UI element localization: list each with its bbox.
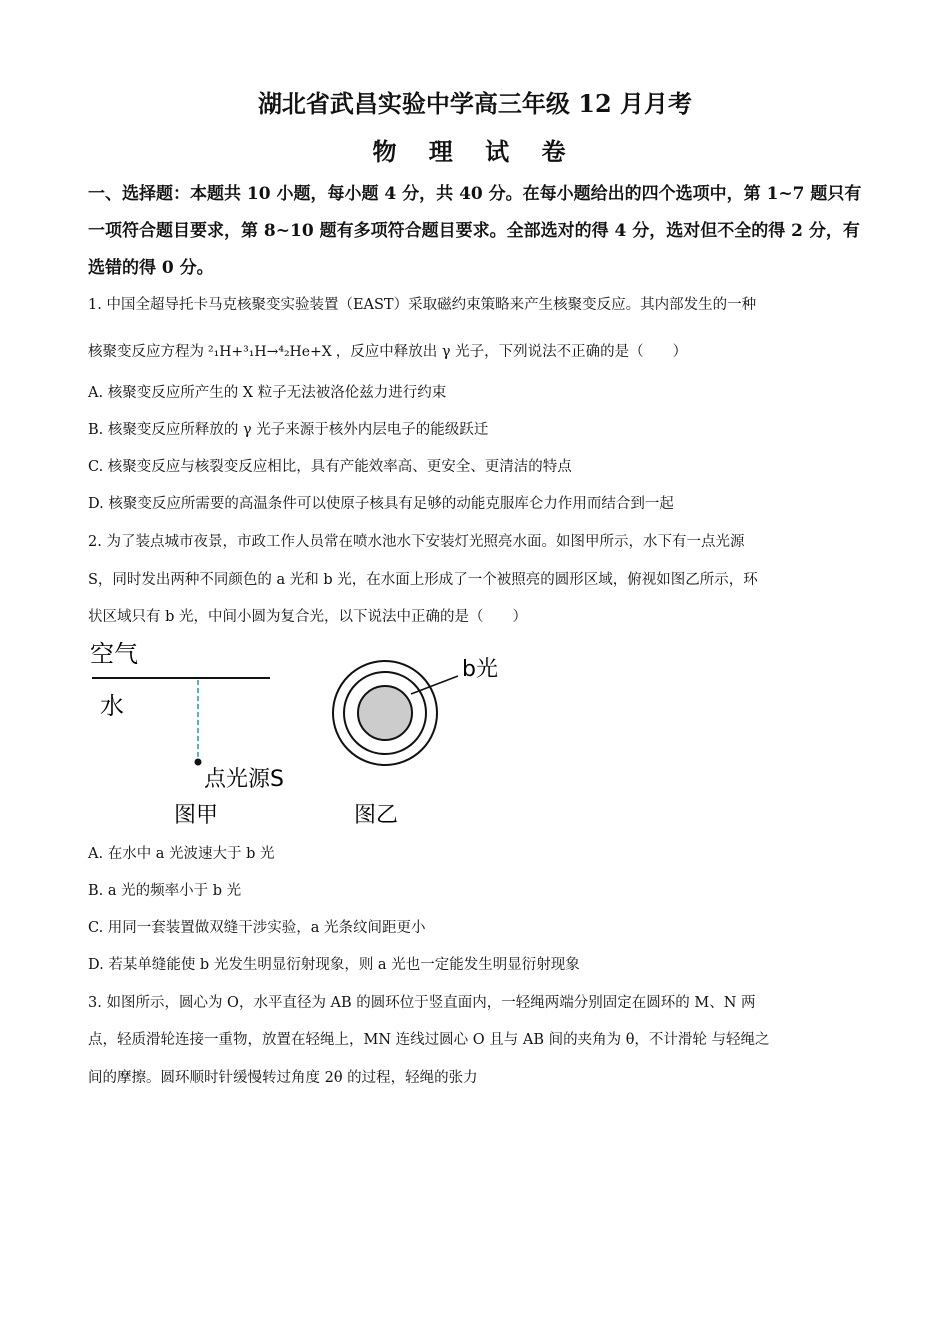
q2-option-a: A. 在水中 a 光波速大于 b 光 [88,846,275,862]
exam-subtitle: 物 理 试 卷 [372,137,578,166]
air-label: 空气 [90,640,138,668]
q2-line-3: 状区域只有 b 光，中间小圆为复合光，以下说法中正确的是（ ） [88,609,527,625]
inner-composite-circle [358,686,412,740]
q2-option-d: D. 若某单缝能使 b 光发生明显衍射现象，则 a 光也一定能发生明显衍射现象 [88,957,580,973]
q2-figure [88,636,528,836]
q2-line-2: S，同时发出两种不同颜色的 a 光和 b 光，在水面上形成了一个被照亮的圆形区域，俯视如图乙所示，环 [88,572,758,588]
q3-line-3: 间的摩擦。圆环顺时针缓慢转过角度 2θ 的过程，轻绳的张力 [88,1070,478,1086]
q1-option-a: A. 核聚变反应所产生的 X 粒子无法被洛伦兹力进行约束 [88,385,447,401]
q3-line-1: 3. 如图所示，圆心为 O，水平直径为 AB 的圆环位于竖直面内，一轻绳两端分别固定在圆环的 M、N 两 [88,995,756,1011]
q1-line-2-post: ，反应中释放出 γ 光子，下列说法不正确的是（ ） [335,344,688,360]
q1-line-1: 1. 中国全超导托卡马克核聚变实验装置（EAST）采取磁约束策略来产生核聚变反应。其内部发生的一种 [88,297,757,313]
fusion-equation: ²₁H+³₁H→⁴₂He+X [208,344,332,360]
point-source-label: 点光源S [204,767,284,792]
figure-caption-left: 图甲 [174,803,219,828]
exam-title: 湖北省武昌实验中学高三年级 12 月月考 [257,89,693,118]
b-light-label: b光 [462,657,498,682]
q3-line-2: 点，轻质滑轮连接一重物，放置在轻绳上，MN 连线过圆心 O 且与 AB 间的夹角为 θ，不计滑轮 与轻绳之 [88,1032,770,1048]
q2-line-1: 2. 为了装点城市夜景，市政工作人员常在喷水池水下安装灯光照亮水面。如图甲所示，水下有一点光源 [88,534,745,550]
q1-option-d: D. 核聚变反应所需要的高温条件可以使原子核具有足够的动能克服库仑力作用而结合到一起 [88,496,674,512]
water-label: 水 [100,692,124,720]
q1-line-2 [88,340,878,361]
q1-option-c: C. 核聚变反应与核裂变反应相比，具有产能效率高、更安全、更清洁的特点 [88,459,572,475]
q1-option-b: B. 核聚变反应所释放的 γ 光子来源于核外内层电子的能级跃迁 [88,422,489,438]
point-source-dot [195,759,202,766]
b-light-pointer [411,676,458,694]
q2-option-b: B. a 光的频率小于 b 光 [88,883,242,899]
section-instructions: 一、选择题：本题共 10 小题，每小题 4 分，共 40 分。在每小题给出的四个选项中，第 1~7 题只有一项符合题目要求，第 8~10 题有多项符合题目要求。全部选对的得 4 分，选对但不全的得 2 分，有选错的得 0 分。 [88,184,862,278]
q2-option-c: C. 用同一套装置做双缝干涉实验，a 光条纹间距更小 [88,920,426,936]
figure-caption-right: 图乙 [354,803,399,828]
q1-line-2-pre: 核聚变反应方程为 [88,344,204,360]
